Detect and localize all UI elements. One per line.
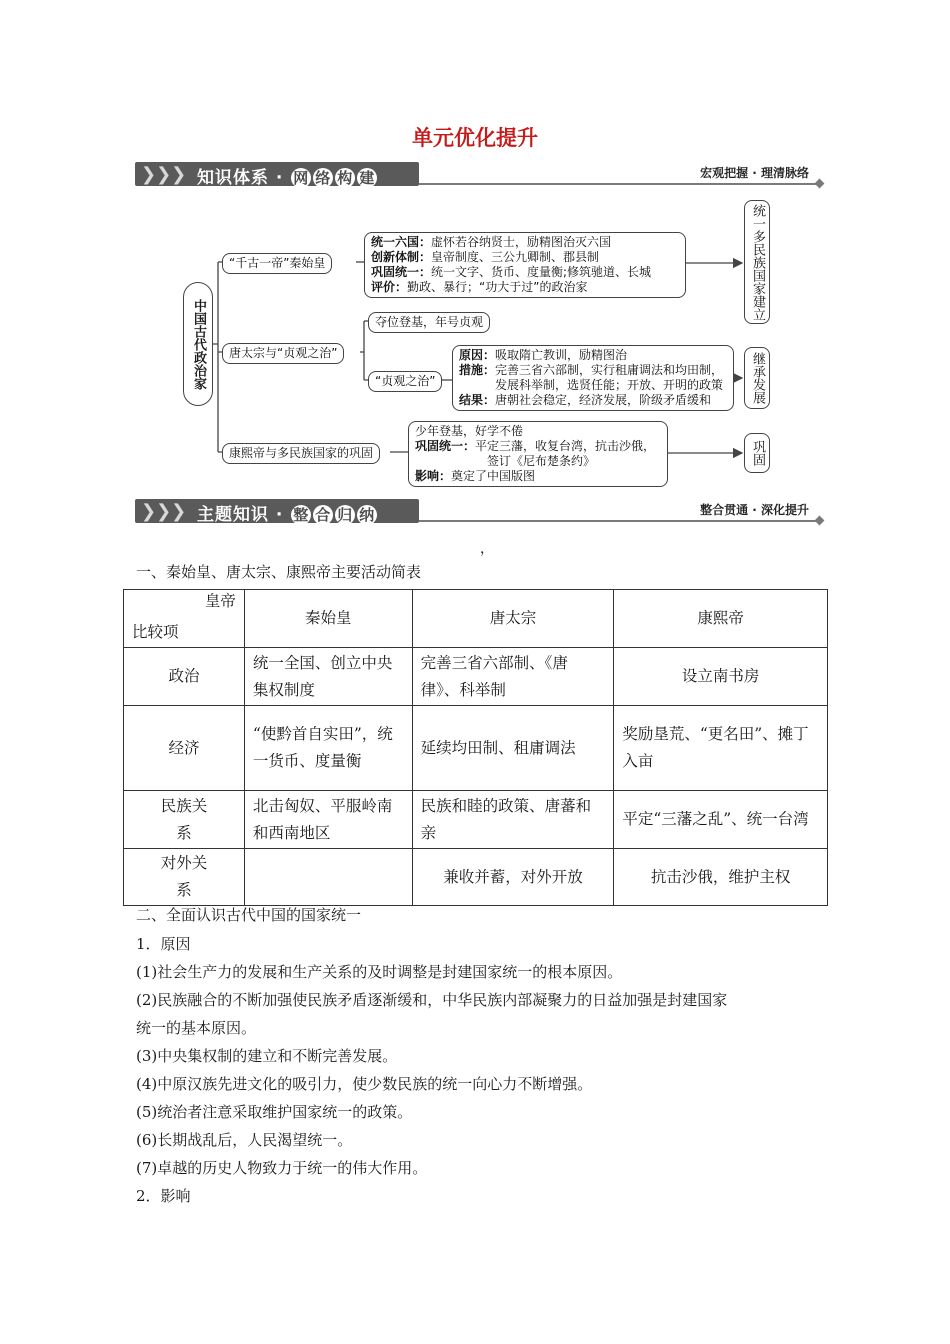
- table-cell: 延续均田制、租庸调法: [412, 706, 614, 791]
- detail-line: [371, 280, 679, 295]
- column-header: 康熙帝: [614, 590, 828, 648]
- result-inheritance: 继承发展: [744, 347, 770, 409]
- map-root-node: 中国古代政治家: [183, 282, 213, 406]
- detail-line: [415, 454, 661, 469]
- table-cell: “使黔首自实田”，统一货币、度量衡: [244, 706, 412, 791]
- table-cell: 完善三省六部制、《唐律》、科举制: [412, 648, 614, 706]
- detail-text: 统一文字、货币、度量衡;修筑驰道、长城: [431, 265, 652, 279]
- stray-mark: ，: [480, 541, 494, 557]
- detail-line: [371, 265, 679, 280]
- column-header: 唐太宗: [412, 590, 614, 648]
- table-heading: 一、秦始皇、唐太宗、康熙帝主要活动简表: [136, 563, 422, 581]
- tang-zhenguan-box: “贞观之治”: [368, 371, 442, 392]
- table-row: [124, 706, 828, 791]
- detail-text: 勤政、暴行；“功大于过”的政治家: [407, 280, 588, 294]
- reason-item: (3)中央集权制的建立和不断完善发展。: [136, 1047, 398, 1065]
- detail-line: [415, 469, 661, 484]
- row-label: 民族关系: [124, 791, 245, 849]
- reason-item: 统一的基本原因。: [136, 1019, 257, 1037]
- detail-line: [459, 378, 727, 393]
- detail-line: [371, 235, 679, 250]
- detail-label: 结果：: [459, 393, 496, 407]
- reasons-heading: 1．原因: [136, 935, 191, 953]
- table-row: [124, 849, 828, 906]
- detail-text: 皇帝制度、三公九卿制、郡县制: [431, 250, 600, 264]
- table-cell: 北击匈奴、平服岭南和西南地区: [244, 791, 412, 849]
- banner-title-text: 知识体系: [197, 168, 269, 188]
- row-label: 政治: [124, 648, 245, 706]
- reason-item: (4)中原汉族先进文化的吸引力，使少数民族的统一向心力不断增强。: [136, 1075, 593, 1093]
- table-cell: 奖励垦荒、“更名田”、摊丁入亩: [614, 706, 828, 791]
- detail-label: 原因：: [459, 348, 496, 362]
- detail-text: 发展科举制，选贤任能；开放、开明的政策: [495, 378, 724, 392]
- result-unification: 统一多民族国家建立: [744, 200, 770, 324]
- detail-text: 签订《尼布楚条约》: [487, 454, 596, 468]
- banner-subtitle: 宏观把握 · 理清脉络: [700, 166, 809, 180]
- table-cell: [244, 849, 412, 906]
- detail-line: [459, 363, 727, 378]
- detail-label: 统一六国：: [371, 235, 432, 249]
- knowledge-map: [0, 0, 950, 500]
- circled-char: 整: [293, 506, 310, 524]
- table-cell: 统一全国、创立中央集权制度: [244, 648, 412, 706]
- detail-label: 巩固统一：: [371, 265, 432, 279]
- impact-heading: 2．影响: [136, 1187, 191, 1205]
- reason-item: (5)统治者注意采取维护国家统一的政策。: [136, 1103, 413, 1121]
- row-label: 对外关系: [124, 849, 245, 906]
- table-cell: 设立南书房: [614, 648, 828, 706]
- tang-accession-box: 夺位登基，年号贞观: [368, 312, 490, 333]
- tang-detail-box: [452, 345, 734, 411]
- detail-label: 影响：: [415, 469, 452, 483]
- branch-qin: “千古一帝”秦始皇: [222, 253, 332, 274]
- reason-item: (1)社会生产力的发展和生产关系的及时调整是封建国家统一的根本原因。: [136, 963, 623, 981]
- reason-item: (6)长期战乱后，人民渴望统一。: [136, 1131, 353, 1149]
- detail-label: 巩固统一：: [415, 439, 476, 453]
- chevron-right-icon: ❯❯❯: [141, 501, 187, 522]
- detail-text: 唐朝社会稳定，经济发展，阶级矛盾缓和: [495, 393, 712, 407]
- reason-item: (2)民族融合的不断加强使民族矛盾逐渐缓和，中华民族内部凝聚力的日益加强是封建国家: [136, 991, 728, 1009]
- table-cell: 兼收并蓄，对外开放: [412, 849, 614, 906]
- table-row: [124, 791, 828, 849]
- circled-char: 络: [315, 169, 332, 187]
- banner-dot: ·: [275, 168, 284, 188]
- corner-cell: [124, 590, 245, 648]
- reason-item: (7)卓越的历史人物致力于统一的伟大作用。: [136, 1159, 428, 1177]
- table-cell: 民族和睦的政策、唐蕃和亲: [412, 791, 614, 849]
- banner-title-text: 主题知识: [197, 505, 269, 525]
- table-cell: 平定“三藩之乱”、统一台湾: [614, 791, 828, 849]
- table-cell: 抗击沙俄，维护主权: [614, 849, 828, 906]
- circled-char: 合: [315, 506, 332, 524]
- detail-text: 虚怀若谷纳贤士，励精图治灭六国: [431, 235, 612, 249]
- circled-char: 建: [359, 169, 376, 187]
- detail-text: 完善三省六部制，实行租庸调法和均田制，: [495, 363, 724, 377]
- branch-tang: 唐太宗与“贞观之治”: [222, 343, 344, 364]
- section-banner-theme-knowledge: [135, 499, 825, 525]
- detail-label: 创新体制：: [371, 250, 432, 264]
- qin-detail-box: [364, 232, 686, 298]
- detail-text: 奠定了中国版图: [451, 469, 536, 483]
- row-label: 经济: [124, 706, 245, 791]
- banner-title: [197, 500, 378, 525]
- circled-char: 纳: [359, 506, 376, 524]
- circled-char: 构: [337, 169, 354, 187]
- circled-char: 网: [293, 169, 310, 187]
- detail-label: 评价：: [371, 280, 408, 294]
- detail-line: [371, 250, 679, 265]
- banner-rule: [419, 520, 817, 522]
- table-row: [124, 648, 828, 706]
- chevron-right-icon: ❯❯❯: [141, 164, 187, 185]
- diamond-icon: [815, 516, 825, 526]
- table-header-row: [124, 590, 828, 648]
- banner-dot: ·: [275, 505, 284, 525]
- branch-kangxi: 康熙帝与多民族国家的巩固: [222, 443, 380, 464]
- detail-text: 平定三藩，收复台湾，抗击沙俄，: [475, 439, 656, 453]
- detail-line: [459, 393, 727, 408]
- detail-text: 少年登基，好学不倦: [415, 424, 524, 438]
- column-header: 秦始皇: [244, 590, 412, 648]
- result-consolidation: 巩固: [744, 433, 770, 473]
- banner-subtitle: 整合贯通 · 深化提升: [700, 503, 809, 517]
- comparison-table: [123, 589, 828, 906]
- detail-line: [459, 348, 727, 363]
- corner-bottom-label: 比较项: [132, 623, 179, 641]
- detail-line: [415, 424, 661, 439]
- kangxi-detail-box: [408, 421, 668, 487]
- circled-char: 归: [337, 506, 354, 524]
- section-two-heading: 二、全面认识古代中国的国家统一: [136, 906, 362, 924]
- detail-line: [415, 439, 661, 454]
- page-title: 单元优化提升: [412, 126, 538, 150]
- corner-top-label: 皇帝: [204, 592, 236, 610]
- detail-text: 吸取隋亡教训，励精图治: [495, 348, 628, 362]
- detail-label: 措施：: [459, 363, 496, 377]
